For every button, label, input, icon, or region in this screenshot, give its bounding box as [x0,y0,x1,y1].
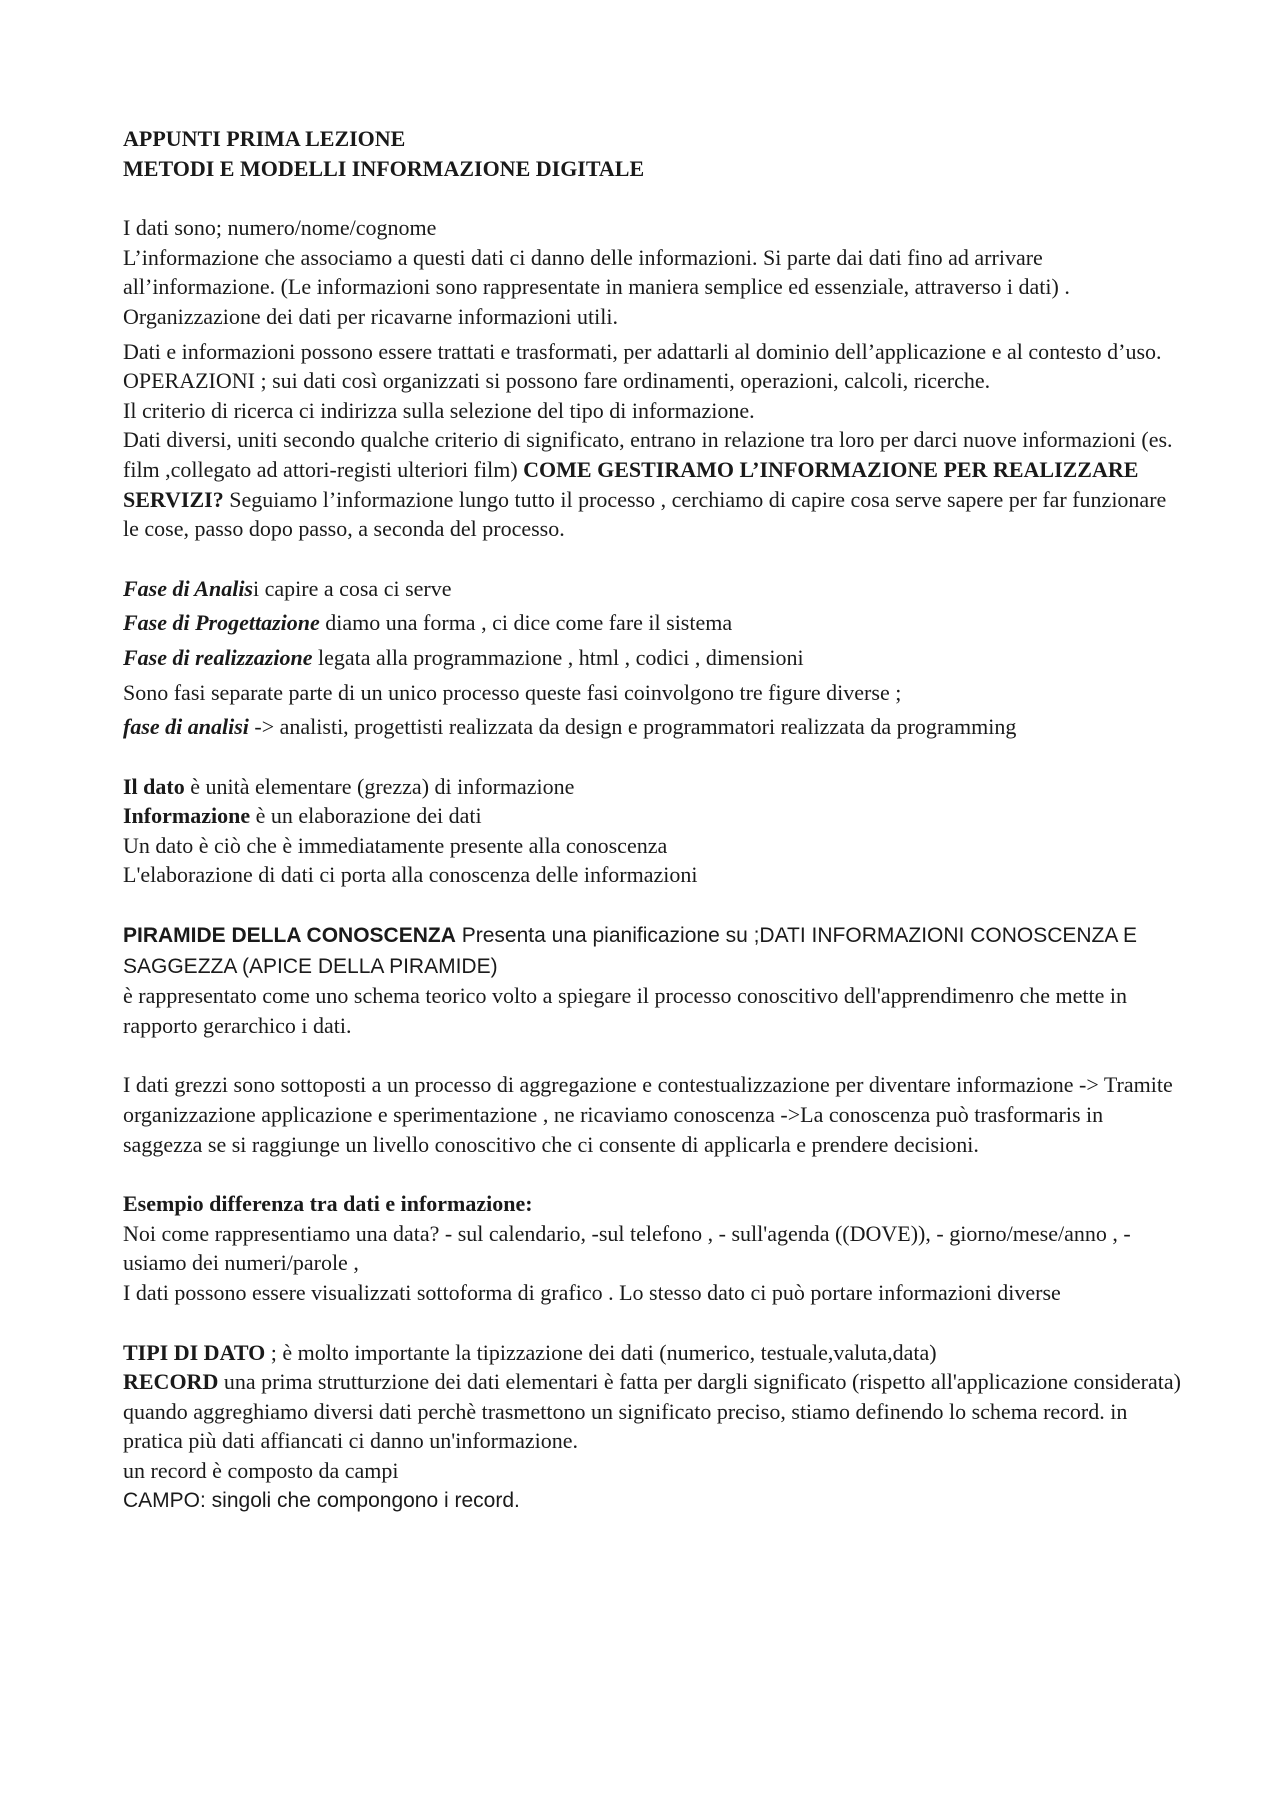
informazione-text: è un elaborazione dei dati [250,803,482,829]
phase-progettazione-text: diamo una forma , ci dice come fare il sistema [319,610,733,636]
paragraph-operazioni: OPERAZIONI ; sui dati così organizzati si possono fare ordinamenti, operazioni, calcoli, ricerche. [123,368,991,394]
dato-label: Il dato [123,773,185,799]
document-title-line-2: METODI E MODELLI INFORMAZIONE DIGITALE [123,155,645,181]
paragraph-dati-diversi-start: Dati diversi, uniti secondo qualche criterio di significato, entrano in relazione tra loro per darci nuove informazioni (es. film ,collegato ad attori-registi ulteriori film) [123,427,1173,482]
paragraph-dati-sono: I dati sono; numero/nome/cognome [123,215,437,241]
record-campi: un record è composto da campi [123,1457,399,1483]
document-body [123,124,1183,1515]
phase-analisi-label: Fase di Analis [123,575,253,601]
tipi-text: ; è molto importante la tipizzazione dei dati (numerico, testuale,valuta,data) [265,1339,937,1365]
piramide-text: Presenta una pianificazione su ;DATI INFORMAZIONI CONOSCENZA E SAGGEZZA (APICE DELLA PIRAMIDE) [123,924,1138,978]
campo-definition: CAMPO: singoli che compongono i record. [123,1488,520,1512]
piramide-label: PIRAMIDE DELLA CONOSCENZA [123,924,456,948]
spacer [123,183,1183,213]
dato-text: è unità elementare (grezza) di informazione [184,773,575,799]
paragraph-dati-diversi-question: COME GESTIRAMO L’INFORMAZIONE PER REALIZZARE SERVIZI? [123,456,1139,512]
phase-figure [123,712,1183,742]
record-label: RECORD [123,1369,219,1395]
paragraph-trattati: Dati e informazioni possono essere trattati e trasformati, per adattarli al dominio dell’applicazione e al contesto d’uso. [123,338,1162,364]
document-title-line-1: APPUNTI PRIMA LEZIONE [123,126,406,151]
informazione-definition [123,801,1183,831]
spacer [123,1308,1183,1338]
phase-realizzazione-text: legata alla programmazione , html , codici , dimensioni [312,644,804,670]
informazione-label: Informazione [123,803,251,829]
spacer [123,1040,1183,1070]
phase-progettazione [123,608,1183,638]
phase-progettazione-label: Fase di Progettazione [123,610,320,636]
esempio-heading: Esempio differenza tra dati e informazione: [123,1191,533,1217]
phase-separate: Sono fasi separate parte di un unico processo queste fasi coinvolgono tre figure diverse ; [123,679,902,705]
phase-figure-text: -> analisti, progettisti realizzata da design e programmatori realizzata da programming [248,714,1017,740]
spacer [123,742,1183,772]
tipi-label: TIPI DI DATO [123,1339,266,1365]
phase-realizzazione [123,643,1183,673]
dato-definition [123,772,1183,802]
esempio-text-1: Noi come rappresentiamo una data? - sul calendario, -sul telefono , - sull'agenda ((DOVE)), - giorno/mese/anno , - usiamo dei numeri/parole , [123,1220,1131,1276]
dato-conoscenza: Un dato è ciò che è immediatamente presente alla conoscenza [123,832,668,858]
tipi-di-dato [123,1338,1183,1368]
esempio-text-2: I dati possono essere visualizzati sottoforma di grafico . Lo stesso dato ci può portare informazioni diverse [123,1280,1061,1305]
record-paragraph [123,1367,1183,1456]
paragraph-informazione: L’informazione che associamo a questi dati ci danno delle informazioni. Si parte dai dati fino ad arrivare all’informazione. (Le informazioni sono rappresentate in maniera semplice ed essenziale, attraverso i dati) . Organizzazione dei dati per ricavarne informazioni utili. [123,244,1070,329]
piramide-paragraph [123,920,1183,981]
phase-figure-label: fase di analisi [123,714,249,740]
paragraph-dati-diversi-end: Seguiamo l’informazione lungo tutto il processo , cerchiamo di capire cosa serve sapere per far funzionare le cose, passo dopo passo, a seconda del processo. [123,486,1167,542]
spacer [123,1159,1183,1189]
phase-analisi [123,574,1183,604]
piramide-description: è rappresentato come uno schema teorico volto a spiegare il processo conoscitivo dell'apprendimenro che mette in rapporto gerarchico i dati. [123,983,1127,1038]
dati-grezzi-paragraph: I dati grezzi sono sottoposti a un processo di aggregazione e contestualizzazione per diventare informazione -> Tramite organizzazione applicazione e sperimentazione , ne ricaviamo conoscenza ->La conoscenza può trasformaris in saggezza se si raggiunge un livello conoscitivo che ci consente di applicarla e prendere decisioni. [123,1072,1173,1157]
paragraph-dati-diversi [123,425,1183,543]
spacer [123,890,1183,920]
paragraph-criterio: Il criterio di ricerca ci indirizza sulla selezione del tipo di informazione. [123,397,755,423]
phase-realizzazione-label: Fase di realizzazione [123,644,313,670]
spacer [123,544,1183,574]
elaborazione-dati: L'elaborazione di dati ci porta alla conoscenza delle informazioni [123,862,698,888]
phase-analisi-text: i capire a cosa ci serve [253,575,452,601]
record-text: una prima strutturzione dei dati elementari è fatta per dargli significato (rispetto all'applicazione considerata) quando aggreghiamo diversi dati perchè trasmettono un significato preciso, stiamo definendo lo schema record. in pratica più dati affiancati ci danno un'informazione. [123,1369,1181,1454]
